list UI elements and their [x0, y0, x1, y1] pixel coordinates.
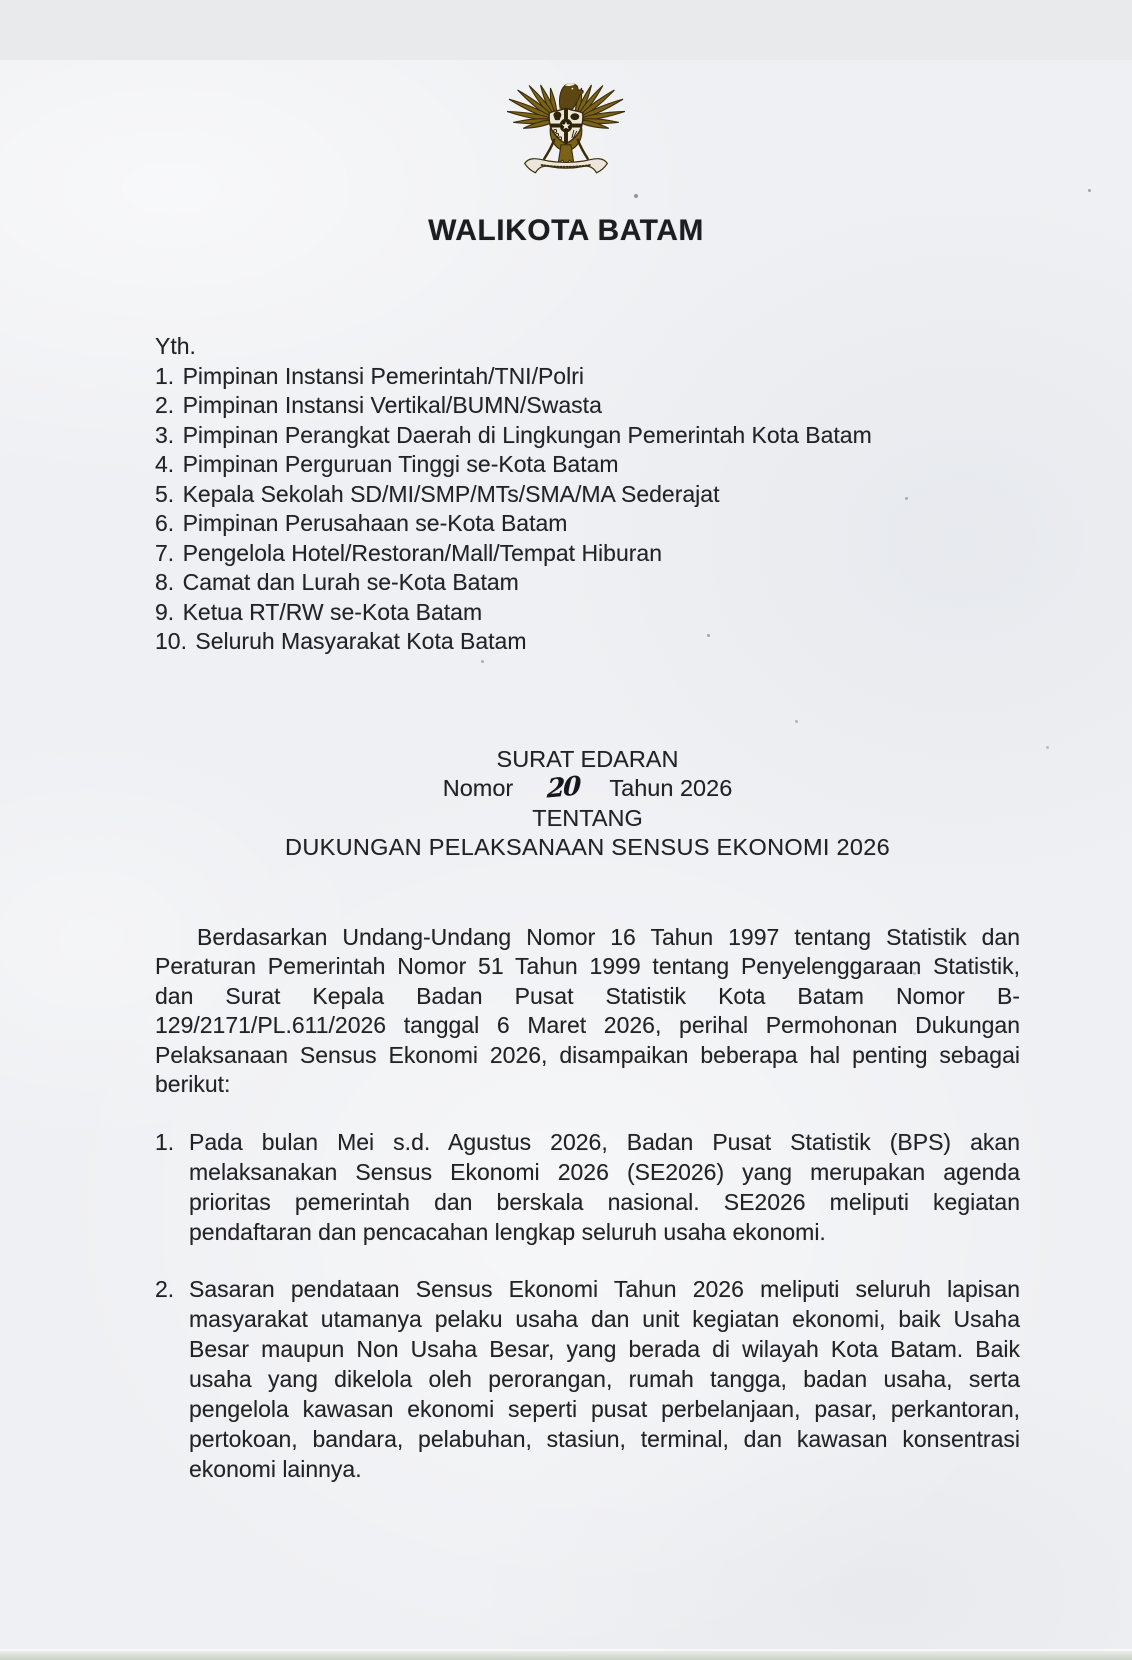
recipient-item: 6. Pimpinan Perusahaan se-Kota Batam — [155, 510, 568, 536]
scan-speck — [795, 720, 798, 723]
recipient-item: 3. Pimpinan Perangkat Daerah di Lingkungan Pemerintah Kota Batam — [155, 421, 872, 448]
scan-speck — [1088, 189, 1091, 192]
point-number: 1. — [155, 1128, 175, 1155]
point-number: 2. — [155, 1275, 175, 1302]
recipient-salutation: Yth. — [155, 333, 196, 359]
subject-about-text: DUKUNGAN PELAKSANAAN SENSUS EKONOMI 2026 — [285, 834, 890, 860]
opening-paragraph: Berdasarkan Undang-Undang Nomor 16 Tahun 1997 tentang Statistik dan Peraturan Pemerintah Nomor 51 Tahun 1999 tentang Penyelenggaraan Statistik, dan Surat Kepala Badan Pusat Statistik Kota Batam Nomor B-129/2171/PL.611/2026 tanggal 6 Maret 2026, perihal Permohonan Dukungan Pelaksanaan Sensus Ekonomi 2026, disampaikan beberapa hal penting sebagai berikut: — [155, 923, 1020, 1097]
recipient-item: 7. Pengelola Hotel/Restoran/Mall/Tempat Hiburan — [155, 539, 662, 566]
recipient-item: 5. Kepala Sekolah SD/MI/SMP/MTs/SMA/MA Sederajat — [155, 480, 720, 507]
scanned-letter-page — [0, 60, 1132, 1660]
recipient-item: 1. Pimpinan Instansi Pemerintah/TNI/Polri — [155, 362, 584, 389]
recipient-item: 4. Pimpinan Perguruan Tinggi se-Kota Batam — [155, 451, 619, 477]
point-item — [155, 1127, 1020, 1247]
scan-speck — [913, 972, 916, 975]
scan-speck — [634, 194, 638, 198]
subject-about-label: TENTANG — [532, 804, 643, 831]
point-text: Pada bulan Mei s.d. Agustus 2026, Badan Pusat Statistik (BPS) akan melaksanakan Sensus Ekonomi 2026 (SE2026) yang merupakan agenda prioritas pemerintah dan berskala nasional. SE2026 meliputi kegiatan pendaftaran dan pencacahan lengkap seluruh usaha ekonomi. — [189, 1128, 1020, 1245]
point-item — [155, 1274, 1020, 1484]
subject-block — [155, 745, 1020, 863]
points-list — [155, 1127, 1020, 1484]
scan-speck — [1046, 746, 1049, 749]
scan-speck — [626, 1290, 629, 1293]
recipient-item: 10. Seluruh Masyarakat Kota Batam — [155, 628, 527, 654]
letterhead — [0, 60, 1132, 248]
recipient-item: 8. Camat dan Lurah se-Kota Batam — [155, 569, 519, 595]
handwritten-number: 20 — [546, 771, 580, 805]
scan-speck — [481, 660, 484, 663]
point-text: Sasaran pendataan Sensus Ekonomi Tahun 2026 meliputi seluruh lapisan masyarakat utamanya pelaku usaha dan unit kegiatan ekonomi, baik Usaha Besar maupun Non Usaha Besar, yang berada di wilayah Kota Batam. Baik usaha yang dikelola oleh perorangan, rumah tangga, badan usaha, serta pengelola kawasan ekonomi seperti pusat perbelanjaan, pasar, perkantoran, pertokoan, bandara, pelabuhan, stasiun, terminal, dan kawasan konsentrasi ekonomi lainnya. — [189, 1275, 1020, 1482]
scan-speck — [707, 634, 710, 637]
recipient-list — [155, 332, 1020, 657]
letterhead-title: WALIKOTA BATAM — [428, 214, 704, 247]
scan-bottom-edge — [0, 1649, 1132, 1660]
subject-doc-type: SURAT EDARAN — [496, 745, 679, 772]
recipient-item: 2. Pimpinan Instansi Vertikal/BUMN/Swasta — [155, 392, 602, 418]
garuda-pancasila-emblem — [502, 60, 630, 196]
subject-number-line — [155, 771, 1020, 805]
subject-year: Tahun 2026 — [609, 775, 733, 801]
scan-speck — [905, 497, 908, 500]
recipient-item: 9. Ketua RT/RW se-Kota Batam — [155, 598, 483, 625]
subject-number-label: Nomor — [442, 775, 514, 801]
